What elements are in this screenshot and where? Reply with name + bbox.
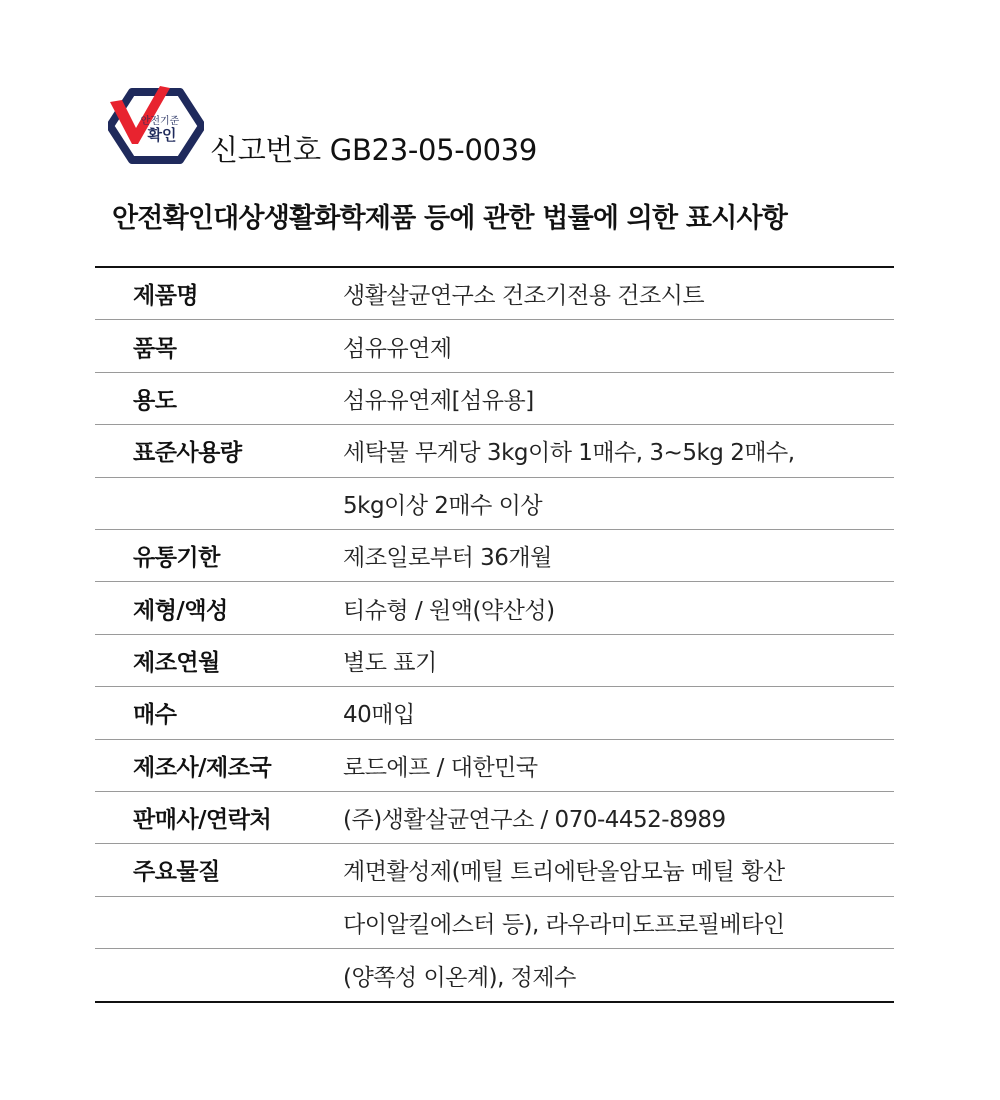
row-value: 티슈형 / 원액(약산성) <box>343 597 555 624</box>
row-label: 제조사/제조국 <box>133 754 272 781</box>
table-row <box>95 897 894 949</box>
row-value: 계면활성제(메틸 트리에탄올암모늄 메틸 황산 <box>343 859 785 886</box>
table-row <box>95 373 894 425</box>
page-title: 안전확인대상생활화학제품 등에 관한 법률에 의한 표시사항 <box>112 203 788 234</box>
labeling-table <box>95 266 894 1003</box>
row-label: 용도 <box>133 387 177 414</box>
row-label: 매수 <box>133 702 177 729</box>
row-value: 40매입 <box>343 702 415 729</box>
row-value: (주)생활살균연구소 / 070-4452-8989 <box>343 807 726 834</box>
table-row <box>95 740 894 792</box>
badge-line2: 확인 <box>147 126 177 144</box>
row-value: 다이알킬에스터 등), 라우라미도프로필베타인 <box>343 911 785 938</box>
table-row <box>95 530 894 582</box>
badge-line1: 안전기준 <box>140 116 180 127</box>
row-label: 제조연월 <box>133 649 220 676</box>
report-number: 신고번호 GB23-05-0039 <box>210 133 538 167</box>
safety-confirmation-badge <box>108 84 204 168</box>
row-value: 세탁물 무게당 3kg이하 1매수, 3~5kg 2매수, <box>343 440 795 467</box>
table-row <box>95 844 894 896</box>
table-row <box>95 635 894 687</box>
row-label: 제품명 <box>133 283 199 310</box>
row-value: (양쪽성 이온계), 정제수 <box>343 964 576 991</box>
row-value: 섬유유연제 <box>343 335 452 362</box>
safety-check-logo-icon <box>108 84 204 168</box>
row-label: 품목 <box>133 335 177 362</box>
row-label: 제형/액성 <box>133 597 228 624</box>
row-value: 5kg이상 2매수 이상 <box>343 492 543 519</box>
row-value: 섬유유연제[섬유용] <box>343 387 534 414</box>
row-value: 생활살균연구소 건조기전용 건조시트 <box>343 283 705 310</box>
table-row <box>95 478 894 530</box>
table-row <box>95 582 894 634</box>
table-row <box>95 425 894 477</box>
table-row <box>95 687 894 739</box>
row-label: 유통기한 <box>133 545 220 572</box>
row-value: 별도 표기 <box>343 649 437 676</box>
table-row <box>95 792 894 844</box>
row-label: 표준사용량 <box>133 440 242 467</box>
row-value: 로드에프 / 대한민국 <box>343 754 538 781</box>
row-label: 주요물질 <box>133 859 220 886</box>
row-value: 제조일로부터 36개월 <box>343 545 552 572</box>
table-row <box>95 949 894 1001</box>
table-row <box>95 320 894 372</box>
table-row <box>95 268 894 320</box>
row-label: 판매사/연락처 <box>133 807 272 834</box>
